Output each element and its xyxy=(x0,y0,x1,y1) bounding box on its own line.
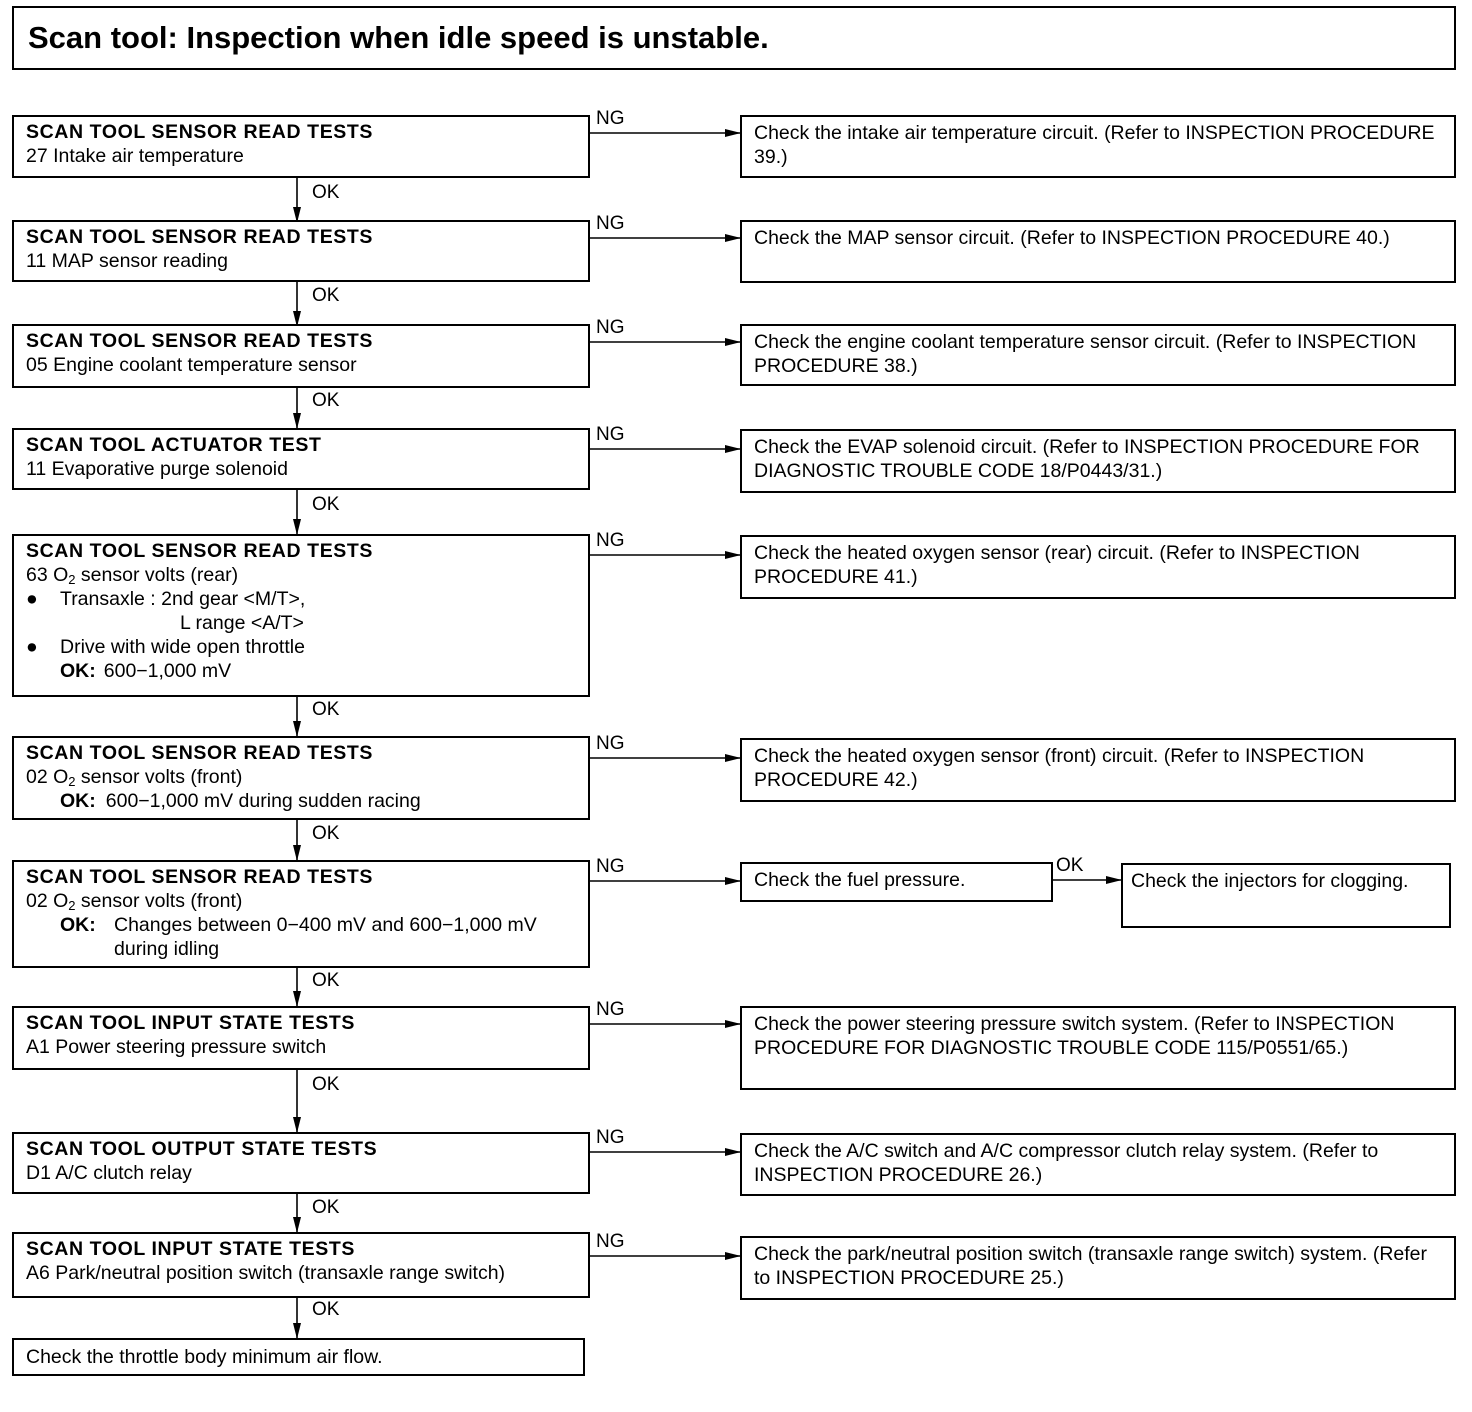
step-header: SCAN TOOL INPUT STATE TESTS xyxy=(26,1238,355,1260)
step-header: SCAN TOOL SENSOR READ TESTS xyxy=(26,742,374,764)
ng-label: NG xyxy=(596,108,625,129)
ok-label: OK xyxy=(312,182,340,203)
bullet-continuation: L range <A/T> xyxy=(180,612,304,634)
result-text: Check the intake air temperature circuit. (Refer to INSPECTION PROCEDURE 39.) xyxy=(754,122,1435,168)
result-text: Check the power steering pressure switch system. (Refer to INSPECTION PROCEDURE FOR DIAGNOSTIC TROUBLE CODE 115/P0551/65.) xyxy=(754,1013,1395,1059)
ok-criteria: OK: 600−1,000 mV xyxy=(60,660,232,682)
ok-label: OK xyxy=(312,1074,340,1095)
step-line: D1 A/C clutch relay xyxy=(26,1162,192,1184)
step-line: 11 MAP sensor reading xyxy=(26,250,228,272)
step-line: 05 Engine coolant temperature sensor xyxy=(26,354,357,376)
result-text: Check the MAP sensor circuit. (Refer to INSPECTION PROCEDURE 40.) xyxy=(754,227,1390,249)
ng-label: NG xyxy=(596,530,625,551)
final-step-box xyxy=(12,1338,585,1376)
step-box-10 xyxy=(12,1232,590,1298)
result-text: Check the engine coolant temperature sensor circuit. (Refer to INSPECTION PROCEDURE 38.) xyxy=(754,331,1417,377)
result-box-7b xyxy=(1121,863,1451,928)
page-title: Scan tool: Inspection when idle speed is unstable. xyxy=(28,20,769,55)
ok-label: OK xyxy=(312,1299,340,1320)
result-text: Check the EVAP solenoid circuit. (Refer to INSPECTION PROCEDURE FOR DIAGNOSTIC TROUBLE CODE 18/P0443/31.) xyxy=(754,436,1420,482)
ng-label: NG xyxy=(596,1127,625,1148)
step-header: SCAN TOOL SENSOR READ TESTS xyxy=(26,866,374,888)
ok-label: OK xyxy=(312,1197,340,1218)
result-box-7 xyxy=(740,862,1053,902)
step-box-4 xyxy=(12,428,590,490)
ng-label: NG xyxy=(596,856,625,877)
result-box-5 xyxy=(740,535,1456,599)
result-box-6 xyxy=(740,738,1456,802)
ng-label: NG xyxy=(596,733,625,754)
step-box-8 xyxy=(12,1006,590,1070)
ng-label: NG xyxy=(596,317,625,338)
step-box-2 xyxy=(12,220,590,282)
step-header: SCAN TOOL INPUT STATE TESTS xyxy=(26,1012,355,1034)
step-header: SCAN TOOL SENSOR READ TESTS xyxy=(26,121,374,143)
bullet-item: ● Drive with wide open throttle xyxy=(26,636,305,658)
result-text: Check the park/neutral position switch (transaxle range switch) system. (Refer to INSPECTION PROCEDURE 25.) xyxy=(754,1243,1428,1289)
ok-label: OK xyxy=(1056,855,1084,876)
step-line: A1 Power steering pressure switch xyxy=(26,1036,327,1058)
final-step-text: Check the throttle body minimum air flow. xyxy=(26,1346,383,1368)
result-text: Check the heated oxygen sensor (front) circuit. (Refer to INSPECTION PROCEDURE 42.) xyxy=(754,745,1365,791)
result-box-4 xyxy=(740,429,1456,493)
result-text: Check the injectors for clogging. xyxy=(1131,870,1409,892)
result-box-2 xyxy=(740,220,1456,283)
step-box-3 xyxy=(12,324,590,388)
step-box-9 xyxy=(12,1132,590,1194)
step-line: 02 $O_2$ sensor volts (front) xyxy=(26,766,243,789)
ok-label: OK xyxy=(312,285,340,306)
step-line: 27 Intake air temperature xyxy=(26,145,244,167)
ng-label: NG xyxy=(596,1231,625,1252)
step-header: SCAN TOOL SENSOR READ TESTS xyxy=(26,226,374,248)
result-text: Check the heated oxygen sensor (rear) circuit. (Refer to INSPECTION PROCEDURE 41.) xyxy=(754,542,1360,588)
step-header: SCAN TOOL SENSOR READ TESTS xyxy=(26,540,374,562)
ok-criteria: OK: Changes between 0−400 mV and 600−1,000 mV during idling xyxy=(60,914,537,960)
result-box-8 xyxy=(740,1006,1456,1090)
step-box-5 xyxy=(12,534,590,697)
ok-label: OK xyxy=(312,823,340,844)
step-box-6 xyxy=(12,736,590,820)
result-box-3 xyxy=(740,324,1456,386)
ok-label: OK xyxy=(312,970,340,991)
step-line: 63 $O_2$ sensor volts (rear) xyxy=(26,564,239,587)
result-text: Check the A/C switch and A/C compressor clutch relay system. (Refer to INSPECTION PROCEDURE 26.) xyxy=(754,1140,1379,1186)
step-line: 11 Evaporative purge solenoid xyxy=(26,458,288,480)
ok-criteria: OK: 600−1,000 mV during sudden racing xyxy=(60,790,421,812)
step-box-7 xyxy=(12,860,590,968)
ng-label: NG xyxy=(596,999,625,1020)
step-header: SCAN TOOL SENSOR READ TESTS xyxy=(26,330,374,352)
ng-label: NG xyxy=(596,424,625,445)
step-box-1 xyxy=(12,115,590,178)
result-box-9 xyxy=(740,1133,1456,1196)
step-line: A6 Park/neutral position switch (transaxle range switch) xyxy=(26,1262,506,1284)
step-header: SCAN TOOL ACTUATOR TEST xyxy=(26,434,322,456)
result-text: Check the fuel pressure. xyxy=(754,869,966,891)
step-line: 02 $O_2$ sensor volts (front) xyxy=(26,890,243,913)
ok-label: OK xyxy=(312,390,340,411)
step-header: SCAN TOOL OUTPUT STATE TESTS xyxy=(26,1138,378,1160)
result-box-10 xyxy=(740,1236,1456,1300)
ng-label: NG xyxy=(596,213,625,234)
ok-label: OK xyxy=(312,494,340,515)
bullet-item: ● Transaxle : 2nd gear <M/T>, xyxy=(26,588,306,610)
result-box-1 xyxy=(740,115,1456,178)
ok-label: OK xyxy=(312,699,340,720)
